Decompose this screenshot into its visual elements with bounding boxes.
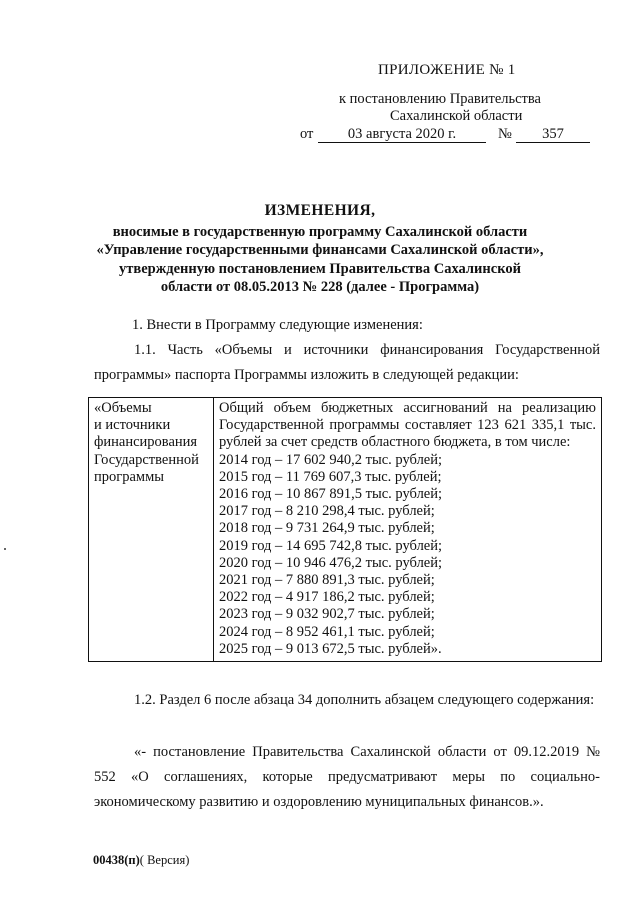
year-amount: 2019 год – 14 695 742,8 тыс. рублей; xyxy=(219,537,443,554)
document-footer xyxy=(93,852,189,868)
document-code: 00438(п) xyxy=(93,853,140,867)
year-amount: 2018 год – 9 731 264,9 тыс. рублей; xyxy=(219,520,435,537)
document-title xyxy=(60,201,580,297)
year-amount: 2014 год – 17 602 940,2 тыс. рублей; xyxy=(219,451,443,468)
left-cell-line: программы xyxy=(94,468,164,485)
paragraph-1: 1. Внести в Программу следующие изменения: xyxy=(132,317,423,333)
paragraph-1-2: 1.2. Раздел 6 после абзаца 34 дополнить абзацем следующего содержания: xyxy=(134,692,595,708)
table-row xyxy=(89,398,602,662)
year-amount: 2022 год – 4 917 186,2 тыс. рублей; xyxy=(219,589,435,606)
title-line: вносимые в государственную программу Сахалинской области xyxy=(112,223,528,240)
paragraph-1-1: 1.1. Часть «Объемы и источники финансирования Государственной программы» паспорта Программы изложить в следующей редакции: xyxy=(94,342,600,383)
financing-intro: Общий объем бюджетных ассигнований на реализацию Государственной программы составляет 123 621 335,1 тыс. рублей за счет средств областного бюджета, в том числе: xyxy=(219,400,596,451)
left-cell-line: и источники xyxy=(94,417,171,434)
paragraph-quote: «- постановление Правительства Сахалинской области от 09.12.2019 № 552 «О соглашениях, которые предусматривают меры по социально-экономическому развитию и оздоровлению муниципальных финансов.». xyxy=(94,744,600,810)
year-amount: 2020 год – 10 946 476,2 тыс. рублей; xyxy=(219,554,443,571)
year-amount: 2017 год – 8 210 298,4 тыс. рублей; xyxy=(219,503,435,520)
title-line: области от 08.05.2013 № 228 (далее - Программа) xyxy=(160,279,480,296)
year-amount: 2015 год – 11 769 607,3 тыс. рублей; xyxy=(219,468,442,485)
number-prefix: № xyxy=(498,126,512,142)
financing-table xyxy=(88,397,602,662)
title-heading: ИЗМЕНЕНИЯ, xyxy=(264,202,376,219)
year-amount: 2016 год – 10 867 891,5 тыс. рублей; xyxy=(219,486,443,503)
document-version: ( Версия) xyxy=(139,853,190,867)
year-amount: 2021 год – 7 880 891,3 тыс. рублей; xyxy=(219,572,435,589)
appendix-reference-line-1: к постановлению Правительства xyxy=(339,91,541,107)
left-cell-line: «Объемы xyxy=(94,400,152,416)
left-cell-line: финансирования xyxy=(94,434,198,451)
table-right-cell xyxy=(214,398,602,662)
year-amount: 2025 год – 9 013 672,5 тыс. рублей». xyxy=(219,640,442,657)
margin-mark xyxy=(4,548,6,550)
year-amount: 2023 год – 9 032 902,7 тыс. рублей; xyxy=(219,606,435,623)
appendix-date-line xyxy=(300,125,600,145)
title-line: «Управление государственными финансами Сахалинской области», xyxy=(96,242,544,259)
left-cell-line: Государственной xyxy=(94,451,199,468)
title-line: утвержденную постановлением Правительства Сахалинской xyxy=(119,260,521,277)
appendix-title: ПРИЛОЖЕНИЕ № 1 xyxy=(378,62,516,78)
appendix-reference-line-2: Сахалинской области xyxy=(390,108,523,124)
resolution-number: 357 xyxy=(516,125,590,143)
resolution-date: 03 августа 2020 г. xyxy=(318,125,486,143)
date-prefix: от xyxy=(300,126,314,142)
year-amount: 2024 год – 8 952 461,1 тыс. рублей; xyxy=(219,623,435,640)
table-left-cell xyxy=(89,398,214,662)
